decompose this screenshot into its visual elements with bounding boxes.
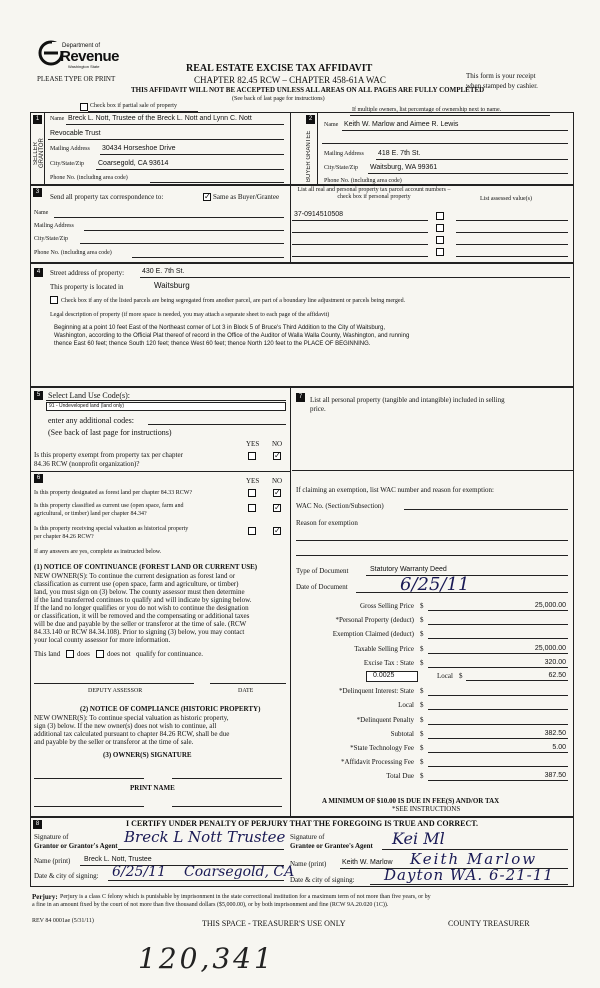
fin-label: *Delinquent Interest: State	[338, 687, 414, 696]
this-land-label: This land	[34, 650, 61, 658]
fin-value[interactable]: 25,000.00	[534, 644, 566, 652]
seller-phone-label: Phone No. (including area code)	[50, 175, 128, 181]
cont-line-8: 84.33.140 or RCW 84.34.108). Prior to signing (3) below, you may contact	[34, 628, 245, 636]
does-not-label: does not	[107, 650, 131, 658]
minimum-due: A MINIMUM OF $10.00 IS DUE IN FEE(S) AND/OR TAX	[322, 797, 500, 805]
exempt-q1: Is this property exempt from property tax per chapter	[34, 451, 183, 459]
fin-label: Excise Tax : State	[363, 658, 414, 667]
grantor-name-label: Name (print)	[34, 857, 71, 865]
yes-label-5: YES	[246, 440, 260, 448]
grantor-agent-label: Grantor or Grantor's Agent	[34, 842, 118, 850]
treasurer-use-only: THIS SPACE - TREASURER'S USE ONLY	[202, 919, 346, 928]
exempt-yes-checkbox[interactable]	[248, 452, 256, 460]
fin-currency: $	[420, 758, 424, 767]
fin-label: Subtotal	[390, 729, 414, 738]
perjury-line-1: Perjury is a class C felony which is punishable by imprisonment in the state correctional institution for a maximum term of not more than five years, or by	[60, 894, 431, 900]
fin-label: *State Technology Fee	[350, 744, 414, 752]
grantor-signature[interactable]: Breck L Nott Trustee	[124, 828, 286, 846]
grantor-date-city-label: Date & city of signing:	[34, 872, 99, 880]
seller-mail-label: Mailing Address	[50, 146, 90, 152]
parcel-3-personal-checkbox[interactable]	[436, 236, 444, 244]
section-8-number: 8	[33, 820, 42, 829]
seller-city-label: City/State/Zip	[50, 161, 84, 167]
partial-sale-label: Check box if partial sale of property	[90, 103, 177, 109]
cont-line-4: if the land transferred continues to qualify and will indicate by signing below.	[34, 596, 252, 604]
section-5-number: 5	[34, 391, 43, 400]
seller-name[interactable]: Breck L. Nott, Trustee of the Breck L. Nott and Lynn C. Nott	[68, 115, 252, 122]
fin-label: Exemption Claimed (deduct)	[332, 630, 414, 639]
if-any-yes: If any answers are yes, complete as instructed below.	[34, 549, 162, 555]
buyer-name-label: Name	[324, 122, 339, 128]
fin-label: Local	[398, 701, 414, 710]
parcel-1-personal-checkbox[interactable]	[436, 212, 444, 220]
date-doc-label: Date of Document	[296, 583, 348, 591]
wac-label: WAC No. (Section/Subsection)	[296, 502, 384, 510]
land-use-value: 91 - Undeveloped land (land only)	[49, 403, 125, 409]
historic-q2: per chapter 84.26 RCW?	[34, 534, 94, 540]
section-4-number: 4	[34, 268, 43, 277]
cont-line-6: or classification, it will be removed and the compensating or additional taxes	[34, 612, 250, 620]
receipt-line1: This form is your receipt	[466, 72, 536, 80]
fin-currency: $	[420, 616, 424, 625]
seller-name-label: Name	[50, 116, 65, 122]
section-2-number: 2	[306, 115, 315, 124]
no-label-5: NO	[272, 440, 283, 448]
comp-line-1: NEW OWNER(S): To continue special valuation as historic property,	[34, 714, 229, 722]
continuance-title: (1) NOTICE OF CONTINUANCE (FOREST LAND OR CURRENT USE)	[34, 563, 258, 571]
cont-line-3: land, you must sign on (3) below. The county assessor must then determine	[34, 588, 245, 596]
same-as-buyer-label: Same as Buyer/Grantee	[213, 193, 280, 201]
fin-label: Total Due	[386, 772, 414, 781]
forest-yes-checkbox[interactable]	[248, 489, 256, 497]
perjury-bold: Perjury:	[32, 893, 58, 901]
corr-city-label: City/State/Zip	[34, 236, 68, 242]
buyer-mail-label: Mailing Address	[324, 151, 364, 157]
seller-grantor-label: SELLER GRANTOR	[33, 138, 45, 168]
street-value[interactable]: 430 E. 7th St.	[142, 268, 185, 275]
yes-label-6: YES	[246, 477, 260, 485]
grantee-name-handwritten[interactable]: Keith Marlow	[410, 850, 538, 868]
compliance-title: (2) NOTICE OF COMPLIANCE (HISTORIC PROPERTY)	[80, 705, 261, 713]
grantor-name[interactable]: Breck L. Nott, Trustee	[84, 856, 152, 863]
cont-line-2: classification as current use (open space, farm and agriculture, or timber)	[34, 580, 239, 588]
fin-currency: $	[420, 687, 424, 696]
send-correspondence-label: Send all property tax correspondence to:	[50, 193, 164, 201]
fin-currency: $	[420, 715, 424, 724]
cont-line-5: If the land no longer qualifies or you do not wish to continue the designation	[34, 604, 249, 612]
fin-currency: $	[420, 701, 424, 710]
fin-label: Gross Selling Price	[359, 602, 414, 610]
located-value[interactable]: Waitsburg	[154, 281, 190, 290]
no-label-6: NO	[272, 477, 283, 485]
buyer-name[interactable]: Keith W. Marlow and Aimee R. Lewis	[344, 121, 459, 128]
fin-label: *Delinquent Penalty	[356, 715, 414, 724]
comp-line-4: and payable by the seller or transferor at the time of sale.	[34, 738, 194, 746]
please-type: PLEASE TYPE OR PRINT	[37, 75, 116, 83]
certify-statement: I CERTIFY UNDER PENALTY OF PERJURY THAT THE FOREGOING IS TRUE AND CORRECT.	[126, 819, 479, 828]
fin-label: *Personal Property (deduct)	[335, 616, 414, 625]
fin-value[interactable]: 5.00	[552, 744, 566, 751]
fin-currency: $	[420, 772, 424, 781]
see-instructions: *SEE INSTRUCTIONS	[392, 805, 461, 813]
buyer-city-label: City/State/Zip	[324, 165, 358, 171]
seller-name-cont[interactable]: Revocable Trust	[50, 130, 101, 137]
historic-yes-checkbox[interactable]	[248, 527, 256, 535]
seller-city[interactable]: Coarsegold, CA 93614	[98, 160, 169, 167]
qualify-label: qualify for continuance.	[136, 650, 204, 658]
grantee-name[interactable]: Keith W. Marlow	[342, 859, 393, 866]
personal-prop-line2: price.	[310, 405, 326, 413]
legal-label: Legal description of property (if more space is needed, you may attach a separate sheet to each page of the affidavit)	[50, 312, 330, 318]
fin-currency: $	[420, 630, 424, 639]
county-treasurer: COUNTY TREASURER	[448, 919, 530, 928]
reason-label: Reason for exemption	[296, 519, 358, 527]
fin-label: Taxable Selling Price	[354, 644, 414, 653]
current-use-yes-checkbox[interactable]	[248, 504, 256, 512]
parcel-2-personal-checkbox[interactable]	[436, 224, 444, 232]
section-1-number: 1	[33, 115, 42, 124]
current-use-q1: Is this property classified as current use (open space, farm and	[34, 503, 184, 509]
fin-currency: $	[420, 729, 424, 738]
local-rate-value: 0.0025	[373, 672, 395, 679]
revision-number: REV 84 0001ae (5/31/11)	[32, 918, 94, 924]
grantee-date-city-label: Date & city of signing:	[290, 876, 355, 884]
type-doc-label: Type of Document	[296, 567, 349, 575]
buyer-grantee-label: BUYER GRANTEE	[306, 130, 312, 182]
legal-line-2: Washington, according to the Official Plat thereof of record in the Office of the Auditor of Walla Walla County, Washington, and running	[54, 333, 410, 339]
buyer-city[interactable]: Waitsburg, WA 99361	[370, 164, 438, 171]
historic-q1: Is this property receiving special valuation as historical property	[34, 526, 189, 532]
form-warning: THIS AFFIDAVIT WILL NOT BE ACCEPTED UNLESS ALL AREAS ON ALL PAGES ARE FULLY COMPLETED	[131, 86, 485, 94]
exempt-no-checkbox[interactable]: ✓	[274, 451, 281, 460]
buyer-mail[interactable]: 418 E. 7th St.	[378, 150, 421, 157]
date-doc-value[interactable]: 6/25/11	[400, 574, 470, 595]
grantee-agent-label: Grantee or Grantee's Agent	[290, 842, 373, 850]
fin-currency: $	[420, 602, 424, 610]
fin-value[interactable]: 382.50	[544, 729, 566, 737]
comp-line-2: sign (3) below. If the new owner(s) does not wish to continue, all	[34, 722, 217, 730]
legal-line-1: Beginning at a point 10 feet East of the Northeast corner of Lot 3 in Block 5 of Bruce's Third Addition to the City of Waitsburg,	[54, 325, 385, 331]
grantor-city[interactable]: Coarsegold, CA	[184, 864, 295, 880]
deputy-date-label: DATE	[238, 688, 254, 694]
does-label: does	[77, 650, 90, 658]
parcel-header: List all real and personal property tax parcel account numbers – check box if personal property	[297, 187, 451, 200]
additional-codes-label: enter any additional codes:	[48, 416, 134, 425]
local-tax-value[interactable]: 62.50	[548, 672, 566, 679]
current-use-no-checkbox[interactable]: ✓	[274, 503, 281, 512]
type-doc-value[interactable]: Statutory Warranty Deed	[370, 566, 447, 573]
perjury-line-2: a fine in an amount fixed by the court of not more than five thousand dollars ($5,000.00), or by both imprisonment and fine (RCW 9A.20.020 (1C)).	[32, 902, 389, 908]
buyer-phone-label: Phone No. (including area code)	[324, 178, 402, 184]
exemption-label: If claiming an exemption, list WAC number and reason for exemption:	[296, 486, 494, 494]
grantor-date[interactable]: 6/25/11	[112, 864, 166, 880]
seller-mail[interactable]: 30434 Horseshoe Drive	[102, 145, 176, 152]
assessed-header: List assessed value(s)	[480, 196, 532, 202]
grantor-sig-label: Signature of	[34, 833, 69, 841]
street-label: Street address of property:	[50, 269, 125, 277]
owner-signature-label: (3) OWNER(S) SIGNATURE	[103, 751, 192, 759]
fin-currency: $	[420, 658, 424, 667]
grantee-signature[interactable]: Kei Ml	[392, 829, 445, 848]
exempt-q2: 84.36 RCW (nonprofit organization)?	[34, 460, 140, 468]
same-as-buyer-checkbox[interactable]: ✓	[204, 192, 211, 201]
section-7-number: 7	[296, 393, 305, 402]
parcel-number[interactable]: 37-0914510508	[294, 211, 344, 218]
does-checkbox[interactable]	[66, 650, 74, 658]
cont-line-7: will be due and payable by the seller or transferor at the time of sale. (RCW	[34, 620, 247, 628]
grantee-name-label: Name (print)	[290, 860, 327, 868]
see-back-5: (See back of last page for instructions)	[48, 428, 172, 437]
multiple-owners-note: If multiple owners, list percentage of ownership next to name.	[352, 107, 502, 113]
segregated-checkbox[interactable]	[50, 296, 58, 304]
local-tax-label: Local	[437, 672, 453, 680]
dept-line1: Department of	[62, 43, 101, 49]
local-tax-cur: $	[459, 672, 463, 680]
corr-mail-label: Mailing Address	[34, 223, 74, 229]
section-3-number: 3	[33, 188, 42, 197]
cont-line-1: NEW OWNER(S): To continue the current designation as forest land or	[34, 572, 236, 580]
handwritten-number: 120,341	[138, 942, 275, 975]
form-chapter: CHAPTER 82.45 RCW – CHAPTER 458-61A WAC	[194, 75, 386, 85]
parcel-4-personal-checkbox[interactable]	[436, 248, 444, 256]
dept-line2: Revenue	[60, 48, 120, 65]
partial-sale-checkbox[interactable]	[80, 103, 88, 111]
forest-no-checkbox[interactable]: ✓	[274, 488, 281, 497]
located-label: This property is located in	[50, 283, 124, 291]
comp-line-3: additional tax calculated pursuant to chapter 84.26 RCW, shall be due	[34, 730, 230, 738]
segregated-label: Check box if any of the listed parcels are being segregated from another parcel, are part of a boundary line adjustment or parcels being merged.	[61, 298, 406, 304]
fin-label: *Affidavit Processing Fee	[341, 758, 414, 767]
fin-value[interactable]: 25,000.00	[534, 602, 566, 609]
legal-line-3: thence East 60 feet; thence South 120 feet; thence West 60 feet; thence North 120 feet to the PLACE OF BEGINNING.	[54, 341, 371, 347]
does-not-checkbox[interactable]	[96, 650, 104, 658]
fin-currency: $	[420, 744, 424, 752]
forest-q: Is this property designated as forest land per chapter 84.33 RCW?	[34, 490, 193, 496]
print-name-label: PRINT NAME	[130, 784, 175, 792]
cont-line-9: your local county assessor for more information.	[34, 636, 171, 644]
form-title: REAL ESTATE EXCISE TAX AFFIDAVIT	[186, 63, 373, 74]
see-back: (See back of last page for instructions)	[232, 96, 325, 102]
deputy-assessor-label: DEPUTY ASSESSOR	[88, 688, 143, 694]
corr-phone-label: Phone No. (including area code)	[34, 250, 112, 256]
grantee-date-city[interactable]: Dayton WA. 6-21-11	[384, 866, 554, 884]
dept-line3: Washington State	[68, 64, 100, 69]
receipt-line2: when stamped by cashier.	[466, 82, 538, 90]
corr-name-label: Name	[34, 210, 49, 216]
section-6-number: 6	[34, 474, 43, 483]
fin-value[interactable]: 387.50	[544, 772, 566, 780]
grantee-sig-label: Signature of	[290, 833, 325, 841]
historic-no-checkbox[interactable]: ✓	[274, 526, 281, 535]
fin-currency: $	[420, 644, 424, 653]
land-use-label: Select Land Use Code(s):	[48, 391, 130, 400]
fin-value[interactable]: 320.00	[544, 658, 566, 666]
current-use-q2: agricultural, or timber) land per chapter 84.34?	[34, 511, 147, 517]
personal-prop-line1: List all personal property (tangible and intangible) included in selling	[310, 396, 505, 404]
